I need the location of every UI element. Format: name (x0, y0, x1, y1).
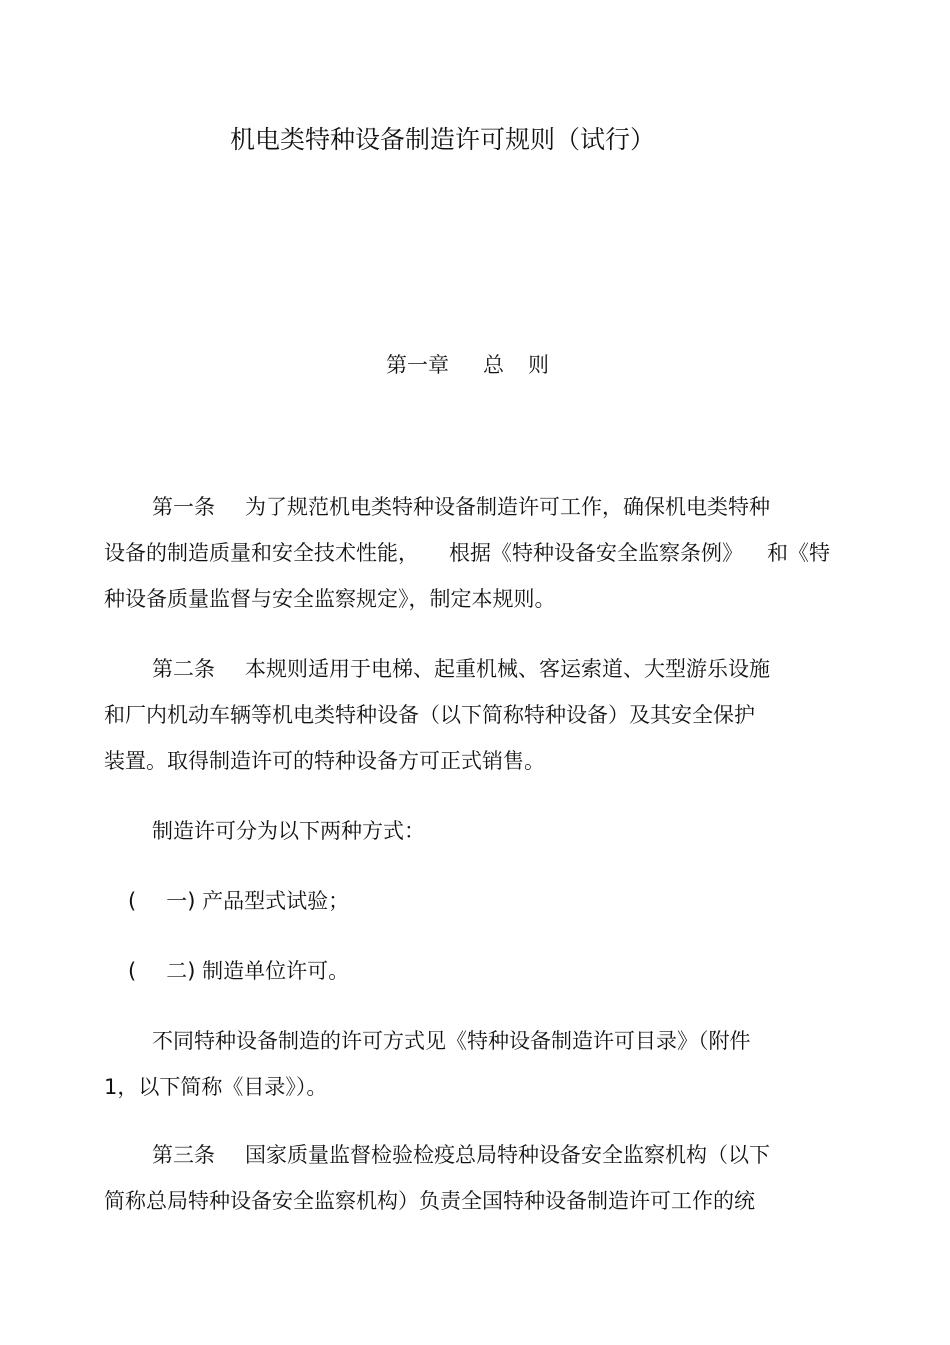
list-item-2-text: 二) 制造单位许可。 (166, 959, 350, 983)
article-2-intro: 制造许可分为以下两种方式： (152, 819, 425, 843)
list-item-2 (128, 956, 349, 986)
article-1-line-3: 种设备质量监督与安全监察规定》，制定本规则。 (104, 587, 556, 611)
article-1-text-2c: 和《特 (767, 541, 830, 565)
list-item-1-text: 一) 产品型式试验； (166, 889, 350, 913)
article-2-line-1 (152, 654, 770, 684)
article-1-text-2b: 根据《特种设备安全监察条例》 (449, 541, 743, 565)
article-2-label: 第二条 (152, 657, 215, 681)
article-2-line-2: 和厂内机动车辆等机电类特种设备（以下简称特种设备）及其安全保护 (104, 703, 755, 727)
chapter-heading (386, 350, 549, 380)
article-1-text-2a: 设备的制造质量和安全技术性能， (104, 541, 419, 565)
article-3-line-2: 简称总局特种设备安全监察机构）负责全国特种设备制造许可工作的统 (104, 1189, 755, 1213)
article-1-line-2 (104, 538, 830, 568)
list-item-2-paren: ( (128, 959, 137, 983)
article-2-note-line-1: 不同特种设备制造的许可方式见《特种设备制造许可目录》（附件 (152, 1029, 751, 1053)
list-item-1 (128, 886, 349, 916)
article-1-label: 第一条 (152, 495, 215, 519)
article-2-line-3: 装置。取得制造许可的特种设备方可正式销售。 (104, 749, 545, 773)
chapter-name-part-1: 总 (483, 353, 504, 377)
article-3-text-1: 国家质量监督检验检疫总局特种设备安全监察机构（以下 (245, 1143, 770, 1167)
chapter-name-part-2: 则 (528, 353, 549, 377)
article-3-line-1 (152, 1140, 770, 1170)
article-2-text-1: 本规则适用于电梯、起重机械、客运索道、大型游乐设施 (245, 657, 770, 681)
document-title: 机电类特种设备制造许可规则（试行） (230, 125, 656, 154)
article-1-text-1: 为了规范机电类特种设备制造许可工作，确保机电类特种 (245, 495, 770, 519)
article-3-label: 第三条 (152, 1143, 215, 1167)
list-item-1-paren: ( (128, 889, 137, 913)
article-2-note-line-2: 1，以下简称《目录》）。 (104, 1075, 328, 1099)
chapter-number: 第一章 (386, 353, 449, 377)
article-1-line-1 (152, 492, 770, 522)
